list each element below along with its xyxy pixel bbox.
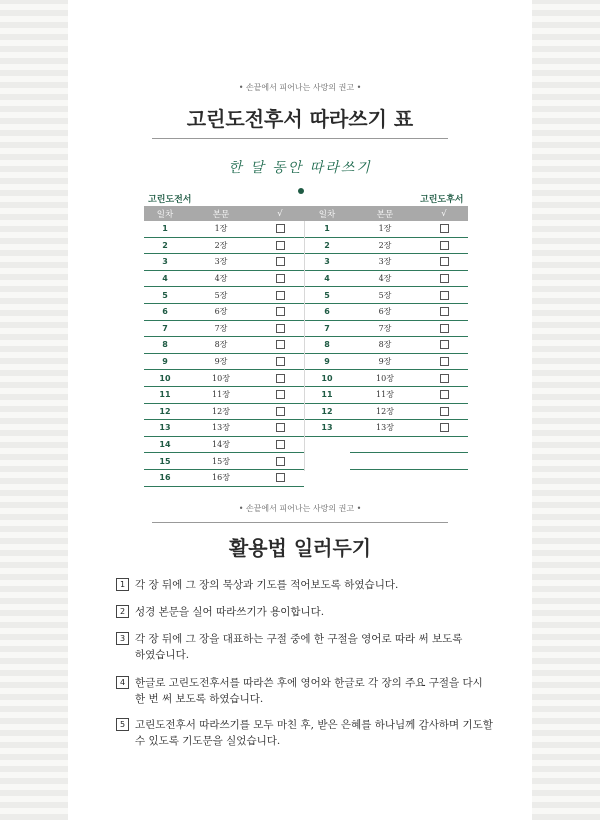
check-cell[interactable] (256, 337, 304, 354)
table-row (304, 420, 468, 437)
day-number: 13 (304, 420, 350, 437)
check-cell[interactable] (420, 370, 468, 387)
check-cell[interactable] (256, 420, 304, 437)
checkbox[interactable] (276, 307, 285, 316)
checkbox[interactable] (276, 340, 285, 349)
day-number: 11 (144, 386, 186, 403)
checkbox[interactable] (276, 390, 285, 399)
day-number: 12 (144, 403, 186, 420)
checkbox[interactable] (276, 423, 285, 432)
table-row (304, 370, 468, 387)
chapter-cell: 5장 (186, 287, 256, 304)
day-number: 6 (304, 303, 350, 320)
empty-cell (350, 453, 420, 470)
check-cell[interactable] (256, 320, 304, 337)
header-text: 본문 (186, 206, 256, 221)
day-number: 1 (144, 221, 186, 237)
chapter-cell: 14장 (186, 436, 256, 453)
table-row (304, 337, 468, 354)
day-number: 9 (304, 353, 350, 370)
check-cell[interactable] (256, 386, 304, 403)
table-row (144, 337, 304, 354)
check-cell[interactable] (256, 237, 304, 254)
number-badge: 3 (116, 632, 129, 645)
check-cell[interactable] (256, 353, 304, 370)
day-number: 8 (304, 337, 350, 354)
checkbox[interactable] (440, 307, 449, 316)
checkbox[interactable] (276, 291, 285, 300)
checkbox[interactable] (276, 274, 285, 283)
checkbox[interactable] (276, 374, 285, 383)
checkbox[interactable] (440, 274, 449, 283)
chapter-cell: 8장 (186, 337, 256, 354)
day-number: 3 (304, 254, 350, 271)
chapter-cell: 7장 (186, 320, 256, 337)
check-cell[interactable] (256, 453, 304, 470)
day-number: 13 (144, 420, 186, 437)
chapter-cell: 15장 (186, 453, 256, 470)
day-number: 10 (144, 370, 186, 387)
table-row (144, 254, 304, 271)
chapter-cell: 10장 (350, 370, 420, 387)
table-row (304, 386, 468, 403)
checkbox[interactable] (440, 374, 449, 383)
checkbox[interactable] (276, 324, 285, 333)
check-cell[interactable] (420, 403, 468, 420)
usage-item-2: 2 성경 본문을 실어 따라쓰기가 용이합니다. (116, 604, 496, 620)
check-cell[interactable] (256, 221, 304, 237)
check-cell[interactable] (256, 287, 304, 304)
checkbox[interactable] (440, 357, 449, 366)
usage-title: 활용법 일러두기 (228, 536, 372, 560)
chapter-cell: 9장 (186, 353, 256, 370)
chapter-cell: 16장 (186, 469, 256, 486)
check-cell[interactable] (420, 254, 468, 271)
table-row (144, 287, 304, 304)
day-number: 2 (144, 237, 186, 254)
table-row (144, 320, 304, 337)
left-reading-table (144, 206, 304, 487)
table-row (144, 237, 304, 254)
checkbox[interactable] (440, 407, 449, 416)
document-page (68, 0, 532, 820)
checkbox[interactable] (276, 241, 285, 250)
day-number: 14 (144, 436, 186, 453)
table-row (144, 353, 304, 370)
chapter-cell: 8장 (350, 337, 420, 354)
usage-item-3: 3 각 장 뒤에 그 장을 대표하는 구절 중에 한 구절을 영어로 따라 써 보도록 하였습니다. (116, 631, 496, 663)
right-stripe-margin (532, 0, 600, 820)
checkbox[interactable] (276, 407, 285, 416)
checkbox[interactable] (276, 440, 285, 449)
empty-cell (350, 436, 420, 453)
chapter-cell: 6장 (350, 303, 420, 320)
checkbox[interactable] (276, 357, 285, 366)
section-rule (152, 522, 448, 523)
table-header-row (144, 206, 304, 221)
day-number: 4 (304, 270, 350, 287)
usage-item-4: 4 한글로 고린도전후서를 따라쓴 후에 영어와 한글로 각 장의 주요 구절을 다시 한 번 써 보도록 하였습니다. (116, 675, 496, 707)
day-number: 2 (304, 237, 350, 254)
check-cell[interactable] (256, 370, 304, 387)
table-row (144, 469, 304, 486)
number-badge: 1 (116, 578, 129, 591)
subtitle-dot-icon: • (238, 504, 246, 513)
usage-item-1: 1 각 장 뒤에 그 장의 묵상과 기도를 적어보도록 하였습니다. (116, 577, 496, 593)
day-number: 8 (144, 337, 186, 354)
day-number: 5 (144, 287, 186, 304)
check-cell[interactable] (256, 436, 304, 453)
checkbox[interactable] (440, 257, 449, 266)
table-row (144, 386, 304, 403)
chapter-cell: 7장 (350, 320, 420, 337)
checkbox[interactable] (276, 224, 285, 233)
chapter-cell: 11장 (186, 386, 256, 403)
check-cell[interactable] (420, 303, 468, 320)
right-table-label: 고린도후서 (420, 195, 464, 205)
checkbox[interactable] (440, 390, 449, 399)
checkbox[interactable] (440, 224, 449, 233)
day-number: 4 (144, 270, 186, 287)
chapter-cell: 13장 (186, 420, 256, 437)
check-cell[interactable] (420, 287, 468, 304)
table-row (144, 370, 304, 387)
day-number: 10 (304, 370, 350, 387)
chapter-cell: 1장 (350, 221, 420, 237)
bottom-subtitle: • 손끝에서 피어나는 사랑의 권고 • (238, 504, 362, 513)
checkbox[interactable] (440, 423, 449, 432)
table-row (304, 254, 468, 271)
empty-cell (304, 453, 350, 470)
day-number: 11 (304, 386, 350, 403)
chapter-cell: 1장 (186, 221, 256, 237)
page-title: 고린도전후서 따라쓰기 표 (186, 107, 414, 131)
checkbox[interactable] (276, 473, 285, 482)
chapter-cell: 6장 (186, 303, 256, 320)
table-row (304, 453, 468, 470)
table-row (304, 237, 468, 254)
empty-cell (420, 436, 468, 453)
number-badge: 4 (116, 676, 129, 689)
title-underline (152, 138, 448, 139)
chapter-cell: 2장 (186, 237, 256, 254)
day-number: 7 (304, 320, 350, 337)
header-text: 본문 (350, 206, 420, 221)
header-day: 일차 (304, 206, 350, 221)
check-cell[interactable] (420, 237, 468, 254)
chapter-cell: 5장 (350, 287, 420, 304)
check-cell[interactable] (420, 386, 468, 403)
table-row (304, 303, 468, 320)
table-row (304, 403, 468, 420)
chapter-cell: 4장 (186, 270, 256, 287)
header-check: √ (420, 206, 468, 221)
divider-dot-icon (298, 188, 304, 194)
header-check: √ (256, 206, 304, 221)
table-row (144, 221, 304, 237)
checkbox[interactable] (276, 257, 285, 266)
table-row (304, 353, 468, 370)
day-number: 12 (304, 403, 350, 420)
check-cell[interactable] (256, 403, 304, 420)
chapter-cell: 10장 (186, 370, 256, 387)
day-number: 7 (144, 320, 186, 337)
chapter-cell: 3장 (186, 254, 256, 271)
table-row (144, 436, 304, 453)
checkbox[interactable] (440, 340, 449, 349)
chapter-cell: 12장 (186, 403, 256, 420)
check-cell[interactable] (420, 320, 468, 337)
chapter-cell: 11장 (350, 386, 420, 403)
table-row (144, 403, 304, 420)
checkbox[interactable] (440, 324, 449, 333)
day-number: 3 (144, 254, 186, 271)
chapter-cell: 2장 (350, 237, 420, 254)
check-cell[interactable] (256, 303, 304, 320)
table-row (304, 270, 468, 287)
table-row (144, 420, 304, 437)
right-reading-table (304, 206, 468, 470)
day-number: 9 (144, 353, 186, 370)
day-number: 5 (304, 287, 350, 304)
day-number: 15 (144, 453, 186, 470)
number-badge: 5 (116, 718, 129, 731)
check-cell[interactable] (420, 353, 468, 370)
usage-item-5: 5 고린도전후서 따라쓰기를 모두 마친 후, 받은 은혜를 하나님께 감사하며 기도할 수 있도록 기도문을 실었습니다. (116, 717, 496, 749)
left-table-label: 고린도전서 (148, 195, 192, 205)
checkbox[interactable] (440, 241, 449, 250)
table-row (304, 320, 468, 337)
chapter-cell: 13장 (350, 420, 420, 437)
checkbox[interactable] (276, 457, 285, 466)
check-cell[interactable] (420, 420, 468, 437)
check-cell[interactable] (256, 270, 304, 287)
table-row (304, 221, 468, 237)
empty-cell (304, 436, 350, 453)
top-subtitle: • 손끝에서 피어나는 사랑의 권고 • (238, 83, 362, 92)
chapter-cell: 12장 (350, 403, 420, 420)
number-badge: 2 (116, 605, 129, 618)
table-row (304, 436, 468, 453)
table-row (304, 287, 468, 304)
subtitle-dot-icon: • (238, 83, 246, 92)
day-number: 1 (304, 221, 350, 237)
chapter-cell: 3장 (350, 254, 420, 271)
day-number: 6 (144, 303, 186, 320)
day-number: 16 (144, 469, 186, 486)
script-title: 한 달 동안 따라쓰기 (228, 160, 372, 176)
check-cell[interactable] (420, 221, 468, 237)
chapter-cell: 4장 (350, 270, 420, 287)
check-cell[interactable] (420, 337, 468, 354)
left-stripe-margin (0, 0, 68, 820)
empty-cell (420, 453, 468, 470)
table-row (144, 303, 304, 320)
check-cell[interactable] (420, 270, 468, 287)
check-cell[interactable] (256, 469, 304, 486)
table-header-row (304, 206, 468, 221)
checkbox[interactable] (440, 291, 449, 300)
header-day: 일차 (144, 206, 186, 221)
check-cell[interactable] (256, 254, 304, 271)
table-row (144, 453, 304, 470)
table-row (144, 270, 304, 287)
table-separator (304, 221, 305, 471)
chapter-cell: 9장 (350, 353, 420, 370)
